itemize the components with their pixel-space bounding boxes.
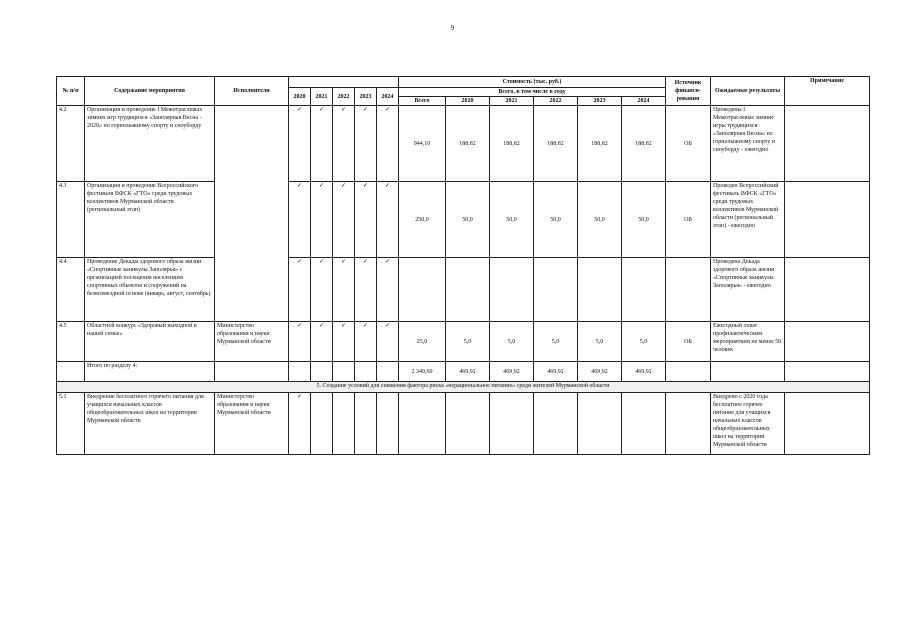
- header-source: Источник финанси-рования: [666, 77, 711, 106]
- header-cost-2023: 2023: [578, 97, 622, 106]
- row-total: 25,0: [399, 322, 446, 362]
- row-executor: [215, 106, 289, 322]
- row-total: [399, 258, 446, 322]
- check-mark: ✓: [289, 322, 311, 362]
- row-value: 188,82: [446, 106, 490, 182]
- header-notes: Примечание: [785, 77, 870, 106]
- row-value: [490, 258, 534, 322]
- subtotal-value: 469,92: [490, 362, 534, 382]
- check-mark: ✓: [333, 322, 355, 362]
- row-expected: Ежегодный охват профилактическим мероприятием не менее 50 человек: [711, 322, 785, 362]
- check-mark: ✓: [333, 258, 355, 322]
- row-expected: Проведен Всероссийский фестиваль ВФСК «ГТО» среди трудовых коллективов Мурманской области (региональный этап) - ежегодно: [711, 182, 785, 258]
- subtotal-total: 2 349,60: [399, 362, 446, 382]
- section-5-row: [57, 382, 870, 393]
- header-year-2021: 2021: [311, 88, 333, 106]
- header-expected: Ожидаемые результаты: [711, 77, 785, 106]
- header-cost-2020: 2020: [446, 97, 490, 106]
- row-content: Организация и проведение Всероссийского фестиваля ВФСК «ГТО» среди трудовых коллективов Мурманской области (региональный этап): [85, 182, 215, 258]
- row-expected: Проведены I Межотраслевые зимние игры трудящихся «Заполярная Весна» по горнолыжному спорту и сноуборду - ежегодно: [711, 106, 785, 182]
- check-mark: ✓: [289, 393, 311, 455]
- header-cost-2021: 2021: [490, 97, 534, 106]
- row-source: ОБ: [666, 322, 711, 362]
- check-mark: ✓: [377, 322, 399, 362]
- subtotal-value: 469,92: [578, 362, 622, 382]
- check-mark: ✓: [377, 258, 399, 322]
- row-value: 50,0: [490, 182, 534, 258]
- row-content: Организация и проведение I Межотраслевых зимних игр трудящихся «Заполярная Весна - 2020» по горнолыжному спорту и сноуборду: [85, 106, 215, 182]
- row-note: [785, 182, 870, 258]
- row-value: [622, 258, 666, 322]
- header-executors: Исполнители: [215, 77, 289, 106]
- row-value: 188,82: [534, 106, 578, 182]
- row-value: 50,0: [578, 182, 622, 258]
- row-num: 4.5: [57, 322, 85, 362]
- row-executor: Министерство образования и науки Мурманской области: [215, 322, 289, 362]
- row-content: Внедрение бесплатного горячего питания для учащихся начальных классов общеобразовательных школ на территории Мурманской области: [85, 393, 215, 455]
- header-period: [289, 77, 399, 88]
- table-row: [57, 182, 870, 258]
- row-num: 4.4: [57, 258, 85, 322]
- check-mark: ✓: [289, 106, 311, 182]
- row-note: [785, 393, 870, 455]
- header-row-1: [57, 77, 870, 88]
- row-value: 5,0: [446, 322, 490, 362]
- row-content: Проведение Декады здорового образа жизни «Спортивные каникулы Заполярья» с организацией посещения населением спортивных объектов и сооружений на безвозмездной основе (январь, август, сентябрь): [85, 258, 215, 322]
- row-value: 50,0: [534, 182, 578, 258]
- table-row: [57, 106, 870, 182]
- row-value: 5,0: [534, 322, 578, 362]
- check-mark: ✓: [333, 182, 355, 258]
- row-value: 188,82: [578, 106, 622, 182]
- row-value: 50,0: [622, 182, 666, 258]
- header-year-2023: 2023: [355, 88, 377, 106]
- subtotal-value: 469,92: [622, 362, 666, 382]
- page-number: 9: [450, 24, 455, 32]
- header-cost: Стоимость (тыс. руб.): [399, 77, 666, 88]
- row-value: [534, 258, 578, 322]
- table-row: [57, 322, 870, 362]
- row-note: [785, 258, 870, 322]
- row-source: [666, 258, 711, 322]
- row-source: ОБ: [666, 106, 711, 182]
- row-note: [785, 106, 870, 182]
- row-value: [446, 258, 490, 322]
- header-year-2024: 2024: [377, 88, 399, 106]
- row-value: 188,82: [622, 106, 666, 182]
- check-mark: ✓: [311, 322, 333, 362]
- row-expected: Проведена Декада здорового образа жизни «Спортивные каникулы Заполярья» - ежегодно: [711, 258, 785, 322]
- check-mark: ✓: [377, 106, 399, 182]
- subtotal-label: Итого по разделу 4:: [85, 362, 215, 382]
- check-mark: ✓: [355, 106, 377, 182]
- check-mark: ✓: [377, 182, 399, 258]
- header-including: Всего, в том числе в году: [399, 88, 666, 97]
- table-row: [57, 258, 870, 322]
- row-value: 5,0: [578, 322, 622, 362]
- row-value: 50,0: [446, 182, 490, 258]
- row-content: Областной конкурс «Здоровый выходной в нашей семье»: [85, 322, 215, 362]
- check-mark: ✓: [289, 182, 311, 258]
- row-executor: Министерство образования и науки Мурманской области: [215, 393, 289, 455]
- subtotal-value: 469,92: [534, 362, 578, 382]
- section-5-title: 5. Создание условий для снижения фактора риска «нерациональное питание» среди жителей Мурманской области: [57, 382, 870, 393]
- header-num: № п/п: [57, 77, 85, 106]
- row-num: 4.3: [57, 182, 85, 258]
- row-value: [578, 258, 622, 322]
- check-mark: ✓: [333, 106, 355, 182]
- row-num: 5.1: [57, 393, 85, 455]
- row-expected: Внедрено с 2020 года бесплатное горячее питание для учащихся начальных классов общеобразовательных школ на территории Мурманской области: [711, 393, 785, 455]
- check-mark: ✓: [311, 106, 333, 182]
- row-num: 4.2: [57, 106, 85, 182]
- check-mark: ✓: [311, 258, 333, 322]
- check-mark: ✓: [311, 182, 333, 258]
- header-content: Содержание мероприятия: [85, 77, 215, 106]
- header-year-2020: 2020: [289, 88, 311, 106]
- row-source: ОБ: [666, 182, 711, 258]
- header-total: Всего: [399, 97, 446, 106]
- row-total: 944,10: [399, 106, 446, 182]
- check-mark: ✓: [355, 258, 377, 322]
- header-cost-2022: 2022: [534, 97, 578, 106]
- subtotal-row: [57, 362, 870, 382]
- header-year-2022: 2022: [333, 88, 355, 106]
- table-row: [57, 393, 870, 455]
- row-value: 5,0: [622, 322, 666, 362]
- row-value: 5,0: [490, 322, 534, 362]
- check-mark: ✓: [289, 258, 311, 322]
- header-cost-2024: 2024: [622, 97, 666, 106]
- check-mark: ✓: [355, 182, 377, 258]
- row-value: 188,82: [490, 106, 534, 182]
- check-mark: ✓: [355, 322, 377, 362]
- row-total: 250,0: [399, 182, 446, 258]
- measures-table: [56, 76, 870, 455]
- subtotal-value: 469,92: [446, 362, 490, 382]
- row-note: [785, 322, 870, 362]
